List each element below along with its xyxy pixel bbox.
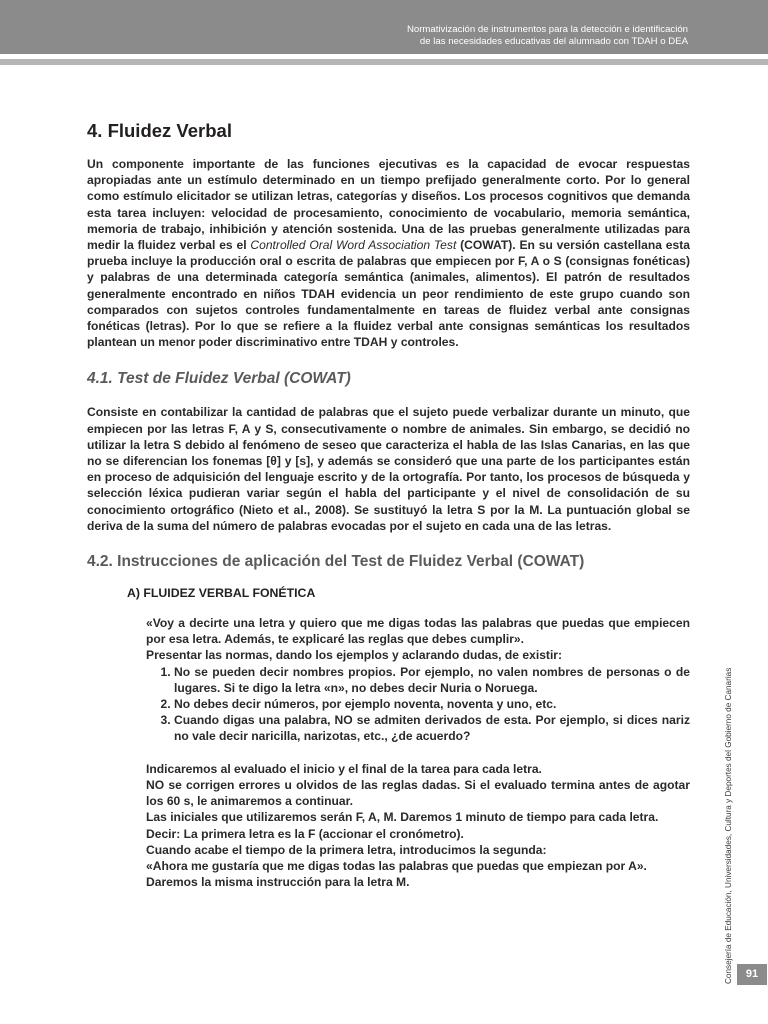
header-band	[0, 0, 768, 54]
subsection-4-1-paragraph: Consiste en contabilizar la cantidad de palabras que el sujeto puede verbalizar durante un minuto, que empiecen por las letras F, A y S, consecutivamente o nombre de animales. Sin embargo, se decidió no utilizar la letra S debido al fenómeno de seseo que caracteriza el habla de las Islas Canarias, en las que no se diferencian los fonemas [θ] y [s], y además se consideró que una parte de los participantes están en proceso de adquisición del lenguaje escrito y de la ortografía. Por tanto, los procesos de búsqueda y selección léxica pudieran variar según el habla del participante y el nivel de consolidación de su conocimiento ortográfico (Nieto et al., 2008). Se sustituyó la letra S por la M. La puntuación global se deriva de la suma del número de palabras evocadas por el sujeto en cada una de las letras.	[87, 405, 690, 533]
instruction-line: Indicaremos al evaluado el inicio y el final de la tarea para cada letra.	[146, 761, 542, 776]
intro-text-1: Un componente importante de las funciones ejecutivas es la capacidad de evocar respuestas apropiadas ante un estímulo determinado en un tiempo prefijado generalmente corto. Por lo general como estímulo elicitador se utilizan letras, categorías y diseños. Los procesos cognitivos que demanda esta tarea incluyen: velocidad de procesamiento, conocimiento de vocabulario, memoria semántica, memoria de trabajo, inhibición y atención sostenida. Una de las pruebas generalmente utilizadas para medir la fluidez verbal es el	[87, 157, 690, 253]
rule-item: 2. No debes decir números, por ejemplo noventa, noventa y uno, etc.	[174, 696, 690, 712]
intro-text-2: (COWAT). En su versión castellana esta prueba incluye la producción oral o escrita de palabras que empiecen por F, A o S (consignas fonéticas) y palabras de una determinada categoría semántica (animales, alimentos). El patrón de resultados generalmente encontrado en niños TDAH evidencia un peor rendimiento de este grupo cuando son comparados con sujetos controles fundamentalmente en tareas de fluidez verbal ante consignas fonéticas (letras). Por lo que se refiere a la fluidez verbal ante consignas semánticas los resultados plantean un menor poder discriminativo entre TDAH y controles.	[87, 238, 690, 350]
page-content	[87, 118, 690, 890]
subsection-title-4-1: 4.1. Test de Fluidez Verbal (COWAT)	[87, 370, 351, 388]
running-header-line-1: Normativización de instrumentos para la detección e identificación	[406, 24, 688, 35]
rule-item: 1. No se pueden decir nombres propios. Por ejemplo, no valen nombres de personas o de lugares. Si te digo la letra «n», no debes decir Nuria o Noruega.	[174, 664, 690, 696]
instructions-block	[146, 615, 690, 890]
norms-intro: Presentar las normas, dando los ejemplos y aclarando dudas, de existir:	[146, 648, 563, 663]
section-title: 4. Fluidez Verbal	[87, 120, 232, 141]
spacer	[146, 745, 690, 761]
instruction-line: Cuando acabe el tiempo de la primera letra, introducimos la segunda:	[146, 842, 547, 857]
intro-paragraph	[87, 156, 690, 350]
page-number: 91	[737, 964, 767, 985]
rules-list	[146, 664, 690, 745]
sidebar-publisher-text: Consejería de Educación, Universidades, Cultura y Deportes del Gobierno de Canarias	[724, 667, 733, 984]
header-rule	[0, 59, 768, 65]
subsection-title-4-2: 4.2. Instrucciones de aplicación del Test de Fluidez Verbal (COWAT)	[87, 553, 585, 571]
instruction-quote: «Voy a decirte una letra y quiero que me digas todas las palabras que puedas que empiecen por esa letra. Además, te explicaré las reglas que debes cumplir».	[146, 616, 690, 647]
instruction-line: NO se corrigen errores u olvidos de las reglas dadas. Si el evaluado termina antes de agotar los 60 s, le animaremos a continuar.	[146, 777, 690, 809]
phonetic-fluency-heading: A) FLUIDEZ VERBAL FONÉTICA	[127, 586, 316, 601]
rule-item: 3. Cuando digas una palabra, NO se admiten derivados de esta. Por ejemplo, si dices nariz no vale decir naricilla, narizotas, etc., ¿de acuerdo?	[174, 712, 690, 744]
instruction-line: Las iniciales que utilizaremos serán F, A, M. Daremos 1 minuto de tiempo para cada letra.	[146, 810, 659, 825]
instruction-line: Decir: La primera letra es la F (accionar el cronómetro).	[146, 826, 464, 841]
running-header	[88, 24, 688, 48]
intro-italic-test-name: Controlled Oral Word Association Test	[250, 238, 457, 253]
instruction-line: «Ahora me gustaría que me digas todas las palabras que puedas que empiezan por A».	[146, 858, 647, 873]
running-header-line-2: de las necesidades educativas del alumnado con TDAH o DEA	[419, 36, 688, 47]
instruction-line: Daremos la misma instrucción para la letra M.	[146, 875, 410, 890]
